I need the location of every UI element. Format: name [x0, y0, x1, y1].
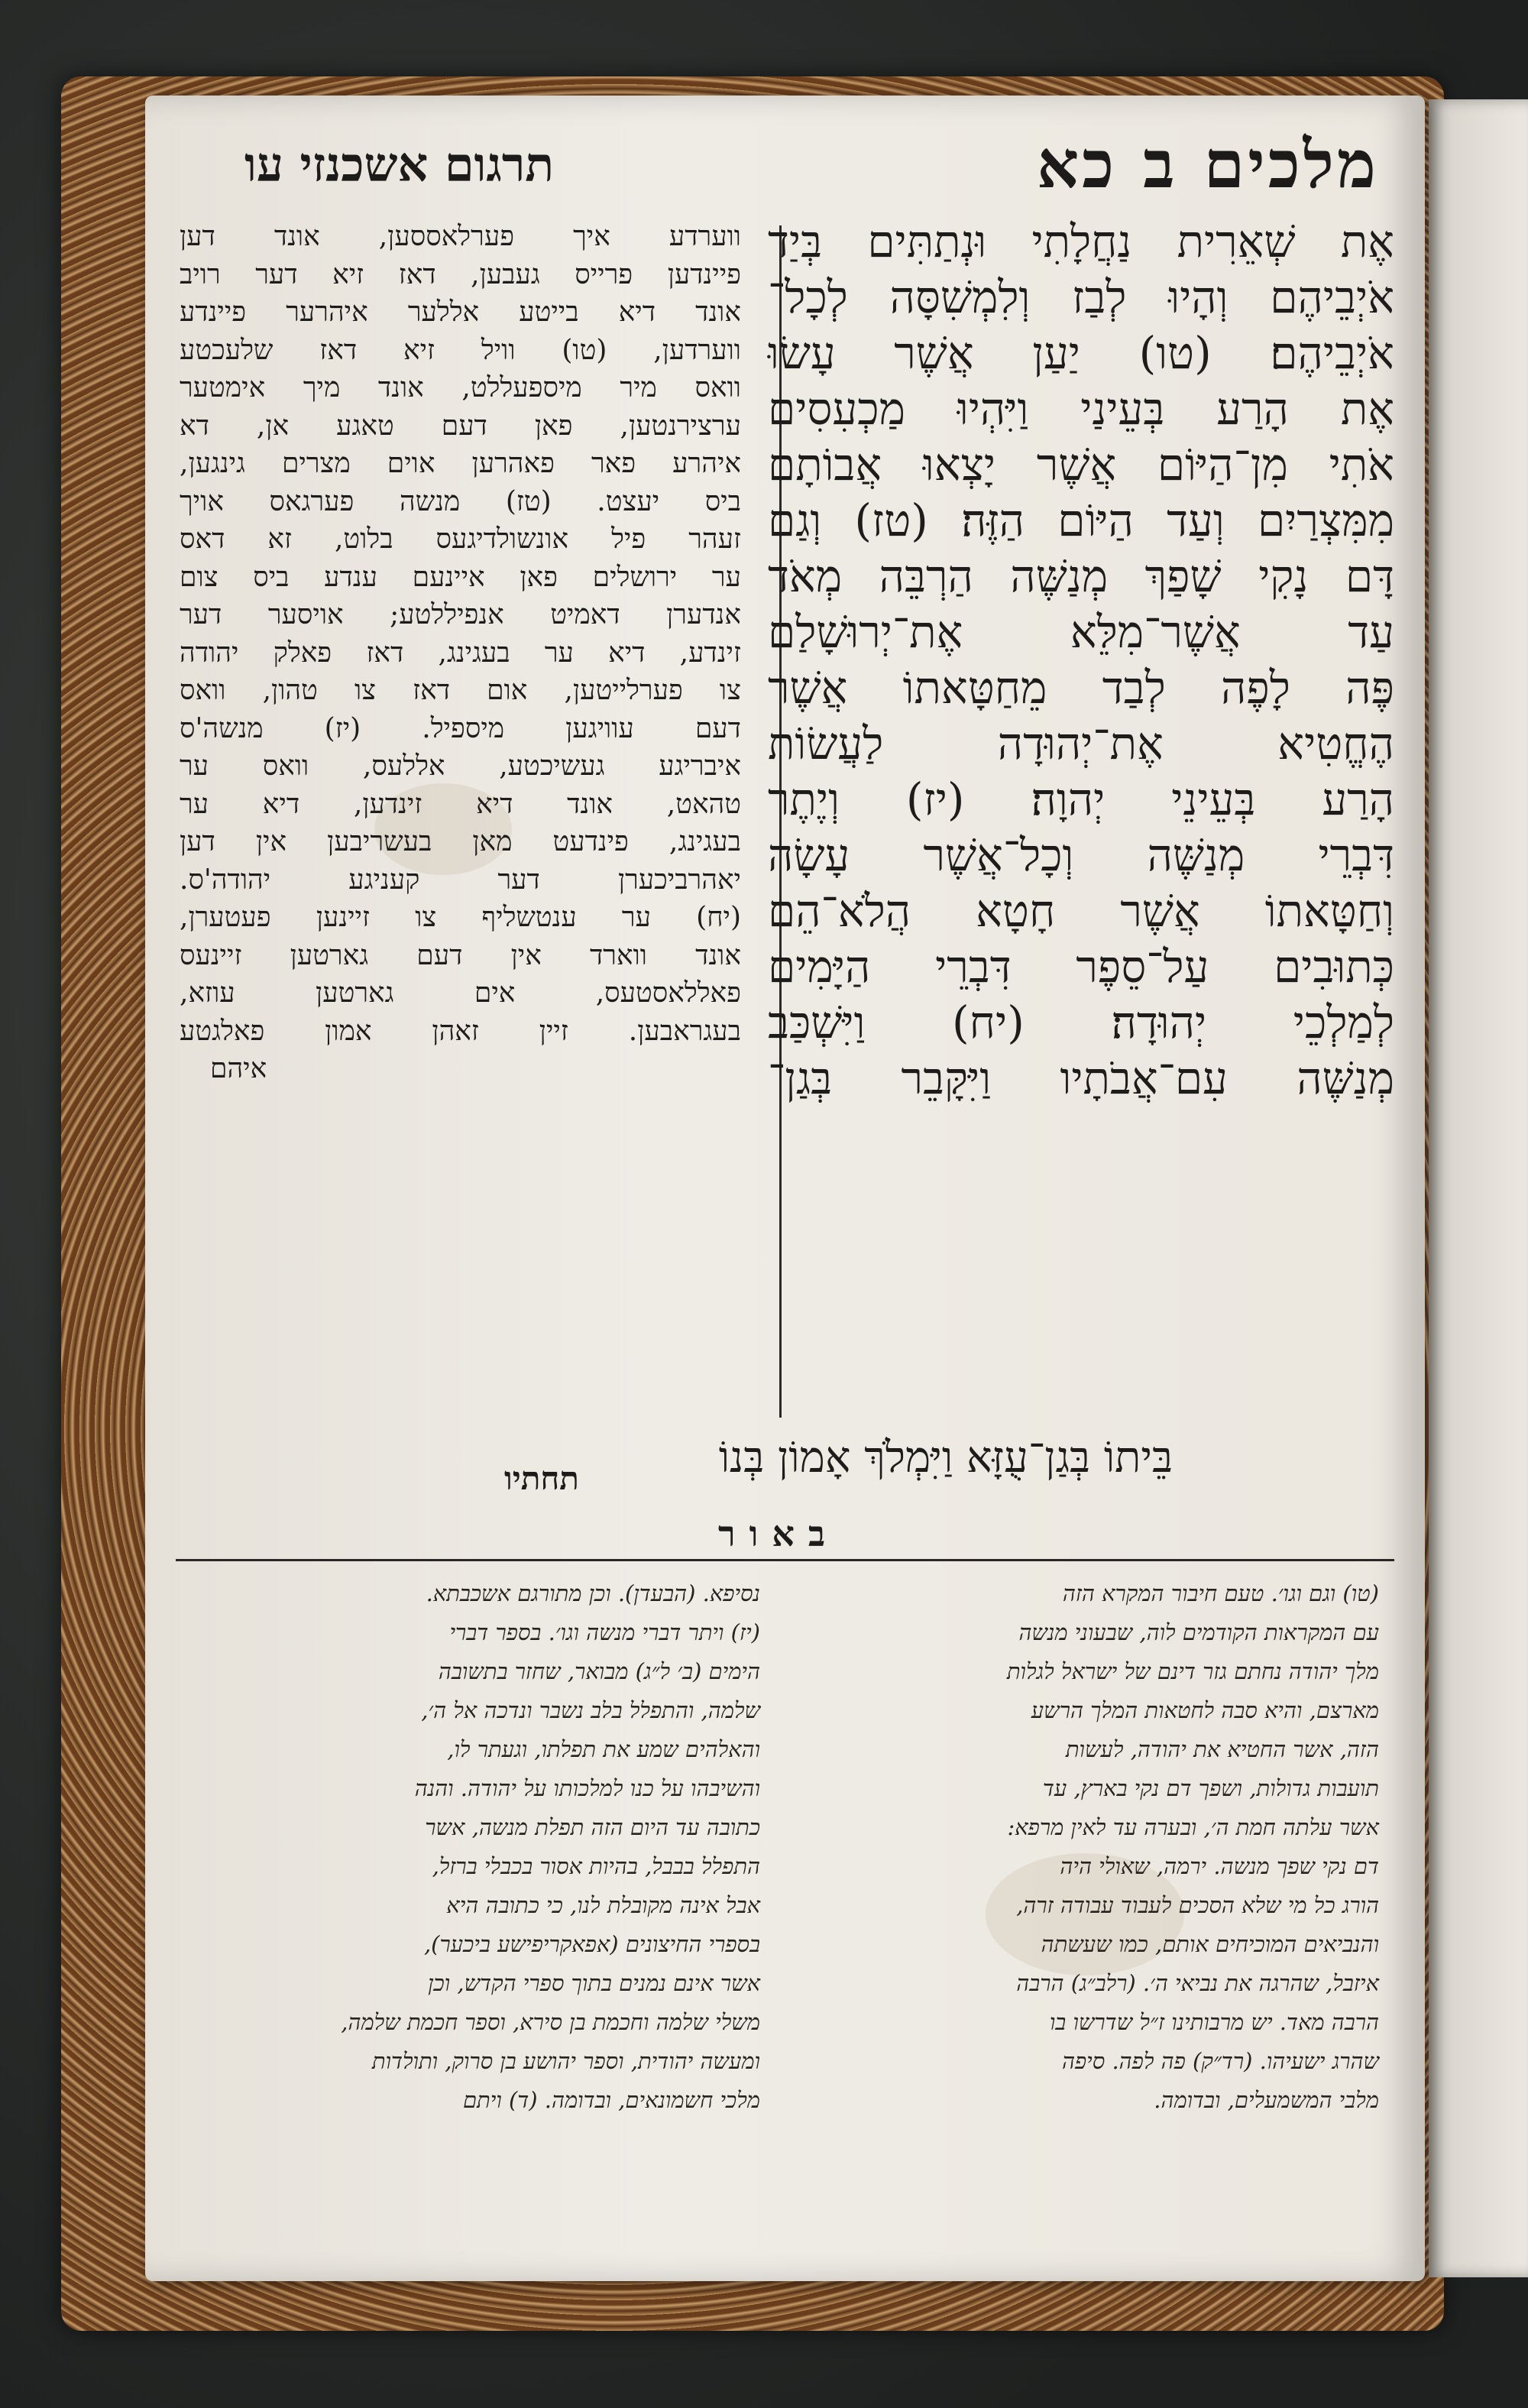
- commentary-line: התפלל בבבל, בהיות אסור בכבלי ברזל,: [432, 1853, 760, 1879]
- yiddish-line: איהרע פאר פאהרען אוים מצרים גינגען,: [180, 448, 741, 479]
- hebrew-line: וְחַטָּאתוֹ אֲשֶׁר חָטָא הֲלֹא־הֵם: [768, 885, 1394, 937]
- commentary-right-column: [768, 1574, 1379, 2120]
- yiddish-line: ער ירושלים פאן איינעם ענדע ביס צום: [180, 561, 741, 593]
- commentary-line: מארצם, והיא סבה לחטאות המלך הרשע: [1031, 1697, 1379, 1723]
- commentary-line: נסיפא. (הבעדן). וכן מתורגם אשכבתא.: [426, 1580, 760, 1606]
- commentary-line: והנביאים המוכיחים אותם, כמו שעשתה: [1041, 1931, 1379, 1957]
- facing-page-edge: [1429, 99, 1528, 2277]
- commentary-title: באור: [718, 1513, 840, 1554]
- hebrew-text-column: [768, 214, 1394, 1107]
- commentary-line: אשר עלתה חמת ה׳, ובערה עד לאין מרפא:: [1007, 1814, 1379, 1840]
- catchword: תחתיו: [504, 1460, 579, 1497]
- yiddish-line: פאללאסטעס, אים גארטען עוזא,: [180, 977, 741, 1009]
- yiddish-line: אונד ווארד אין דעם גארטען זיינעס: [180, 939, 741, 971]
- hebrew-line: לְמַלְכֵי יְהוּדָה׃ (יח) וַיִּשְׁכַּב: [768, 997, 1394, 1048]
- commentary-line: (טו) וגם וגו׳. טעם חיבור המקרא הזה: [1062, 1580, 1379, 1606]
- yiddish-line: ווערדען, (טו) וויל זיא דאז שלעכטע: [180, 334, 741, 366]
- yiddish-line: יאהרביכערן דער קעניגע יהודה'ס.: [180, 864, 741, 896]
- yiddish-line: וואס מיר מיספעללט, אונד מיך אימטער: [180, 372, 741, 403]
- yiddish-line: צו פערלייטען, אום דאז צו טהון, וואס: [180, 675, 741, 706]
- yiddish-line: זינדע, דיא ער בעגינג, דאז פאלק יהודה: [180, 637, 741, 669]
- hebrew-line: אֹתִי מִן־הַיּוֹם אֲשֶׁר יָצְאוּ אֲבוֹתָם: [768, 439, 1394, 491]
- hebrew-line: דָּם נָקִי שָׁפַךְ מְנַשֶּׁה הַרְבֵּה מְאֹד: [768, 550, 1394, 602]
- commentary-rule: [176, 1559, 1394, 1561]
- yiddish-line: ערצירנטען, פאן דעם טאגע אן, דא: [180, 410, 741, 442]
- hebrew-line: אֹיְבֵיהֶם׃ (טו) יַעַן אֲשֶׁר עָשׂוּ: [768, 327, 1394, 379]
- running-title-left: תרגום אשכנזי עו: [244, 137, 555, 193]
- hebrew-line: כְּתוּבִים עַל־סֵפֶר דִּבְרֵי הַיָּמִים: [768, 941, 1394, 993]
- commentary-line: הרבה מאד. יש מרבותינו ז״ל שדרשו בו: [1049, 2009, 1379, 2035]
- hebrew-line: אֹיְבֵיהֶם וְהָיוּ לְבַז וְלִמְשִׁסָּה לְכָל־: [768, 271, 1394, 323]
- commentary-line: תועבות גדולות, ושפך דם נקי בארץ, עד: [1042, 1775, 1379, 1801]
- hebrew-closing-line: בֵּיתוֹ בְּגַן־עֻזָּא וַיִּמְלֹךְ אָמוֹן בְּנוֹ: [718, 1433, 1173, 1483]
- commentary-line: ומעשה יהודית, וספר יהושע בן סרוק, ותולדות: [371, 2048, 760, 2074]
- yiddish-line: זעהר פיל אונשולדיגעס בלוט, זא דאס: [180, 523, 741, 555]
- commentary-line: כתובה עד היום הזה תפלת מנשה, אשר: [425, 1814, 760, 1840]
- hebrew-line: אֶת הָרַע בְּעֵינַי וַיִּהְיוּ מַכְעִסִים: [768, 383, 1394, 435]
- commentary-line: שהרג ישעיהו. (רד״ק) פה לפה. סיפה: [1061, 2048, 1379, 2074]
- commentary-line: עם המקראות הקודמים לוה, שבעוני מנשה: [1018, 1619, 1379, 1645]
- commentary-line: אשר אינם נמנים בתוך ספרי הקדש, וכן: [428, 1970, 760, 1996]
- running-title-right: מלכים ב כא: [1036, 126, 1379, 203]
- hebrew-line: מְנַשֶּׁה עִם־אֲבֹתָיו וַיִּקָּבֵר בְּגַן־: [768, 1052, 1394, 1104]
- hebrew-line: דִּבְרֵי מְנַשֶּׁה וְכָל־אֲשֶׁר עָשָׂה: [768, 829, 1394, 881]
- yiddish-line: אנדערן דאמיט אנפיללטע; אויסער דער: [180, 599, 741, 630]
- commentary-line: הזה, אשר החטיא את יהודה, לעשות: [1065, 1736, 1379, 1762]
- book-page: [145, 96, 1425, 2281]
- yiddish-line: בעגינג, פינדעט מאן בעשריבען אין דען: [180, 826, 741, 857]
- commentary-line: מלכי חשמונאים, ובדומה. (ד) ויתם: [462, 2087, 760, 2113]
- hebrew-line: פֶּה לָפֶה לְבַד מֵחַטָּאתוֹ אֲשֶׁר: [768, 662, 1394, 714]
- commentary-line: (יז) ויתר דברי מנשה וגו׳. בספר דברי: [449, 1619, 760, 1645]
- yiddish-translation-column: [180, 218, 741, 1088]
- commentary-left-column: [180, 1574, 760, 2120]
- commentary-line: הימים (ב׳ ל״ג) מבואר, שחזר בתשובה: [438, 1658, 760, 1684]
- commentary-line: אבל אינה מקובלת לנו, כי כתובה היא: [446, 1892, 760, 1918]
- commentary-line: הורג כל מי שלא הסכים לעבוד עבודה זרה,: [1016, 1892, 1379, 1918]
- commentary-line: שלמה, והתפלל בלב נשבר ונדכה אל ה׳,: [421, 1697, 760, 1723]
- yiddish-line: אונד דיא בייטע אללער איהרער פיינדע: [180, 297, 741, 328]
- yiddish-line: בעגראבען. זיין זאהן אמון פאלגטע: [180, 1015, 741, 1047]
- hebrew-line: מִמִּצְרַיִם וְעַד הַיּוֹם הַזֶּה׃ (טז) וְגַם: [768, 494, 1394, 546]
- yiddish-line: ביס יעצט. (טז) מנשה פערגאס אויך: [180, 485, 741, 517]
- yiddish-last-word: איהם: [210, 1053, 267, 1084]
- yiddish-line: דעם עוויגען מיספיל. (יז) מנשה'ס: [180, 712, 741, 744]
- commentary-line: והשיבהו על כנו למלכותו על יהודה. והנה: [414, 1775, 760, 1801]
- yiddish-line: טהאט, אונד דיא זינדען, דיא ער: [180, 788, 741, 820]
- commentary-line: והאלהים שמע את תפלתו, וגעתר לו,: [447, 1736, 760, 1762]
- yiddish-line: איבריגע געשיכטע, אללעס, וואס ער: [180, 750, 741, 782]
- commentary-line: איזבל, שהרגה את נביאי ה׳. (רלב״ג) הרבה: [1016, 1970, 1379, 1996]
- commentary-line: משלי שלמה וחכמת בן סירא, וספר חכמת שלמה,: [341, 2009, 760, 2035]
- running-header: [191, 126, 1379, 210]
- yiddish-line: (יח) ער ענטשליף צו זיינען פעטערן,: [180, 902, 741, 933]
- hebrew-line: אֶת שְׁאֵרִית נַחֲלָתִי וּנְתַתִּים בְּיַד: [768, 216, 1394, 267]
- yiddish-line: ווערדע איך פערלאססען, אונד דען: [180, 221, 741, 252]
- commentary-line: דם נקי שפך מנשה. ירמה, שאולי היה: [1060, 1853, 1379, 1879]
- commentary-line: מלך יהודה נחתם גזר דינם של ישראל לגלות: [1006, 1658, 1379, 1684]
- commentary-line: בספרי החיצונים (אפאקריפישע ביכער),: [423, 1931, 760, 1957]
- hebrew-line: הֶחֱטִיא אֶת־יְהוּדָה לַעֲשׂוֹת: [768, 718, 1394, 770]
- commentary-line: מלבי המשמעלים, ובדומה.: [1154, 2087, 1379, 2113]
- yiddish-line: פיינדען פרייס געבען, דאז זיא דער רויב: [180, 258, 741, 290]
- hebrew-line: עַד אֲשֶׁר־מִלֵּא אֶת־יְרוּשָׁלַם: [768, 606, 1394, 658]
- hebrew-line: הָרַע בְּעֵינֵי יְהוָה׃ (יז) וְיֶתֶר: [768, 773, 1394, 825]
